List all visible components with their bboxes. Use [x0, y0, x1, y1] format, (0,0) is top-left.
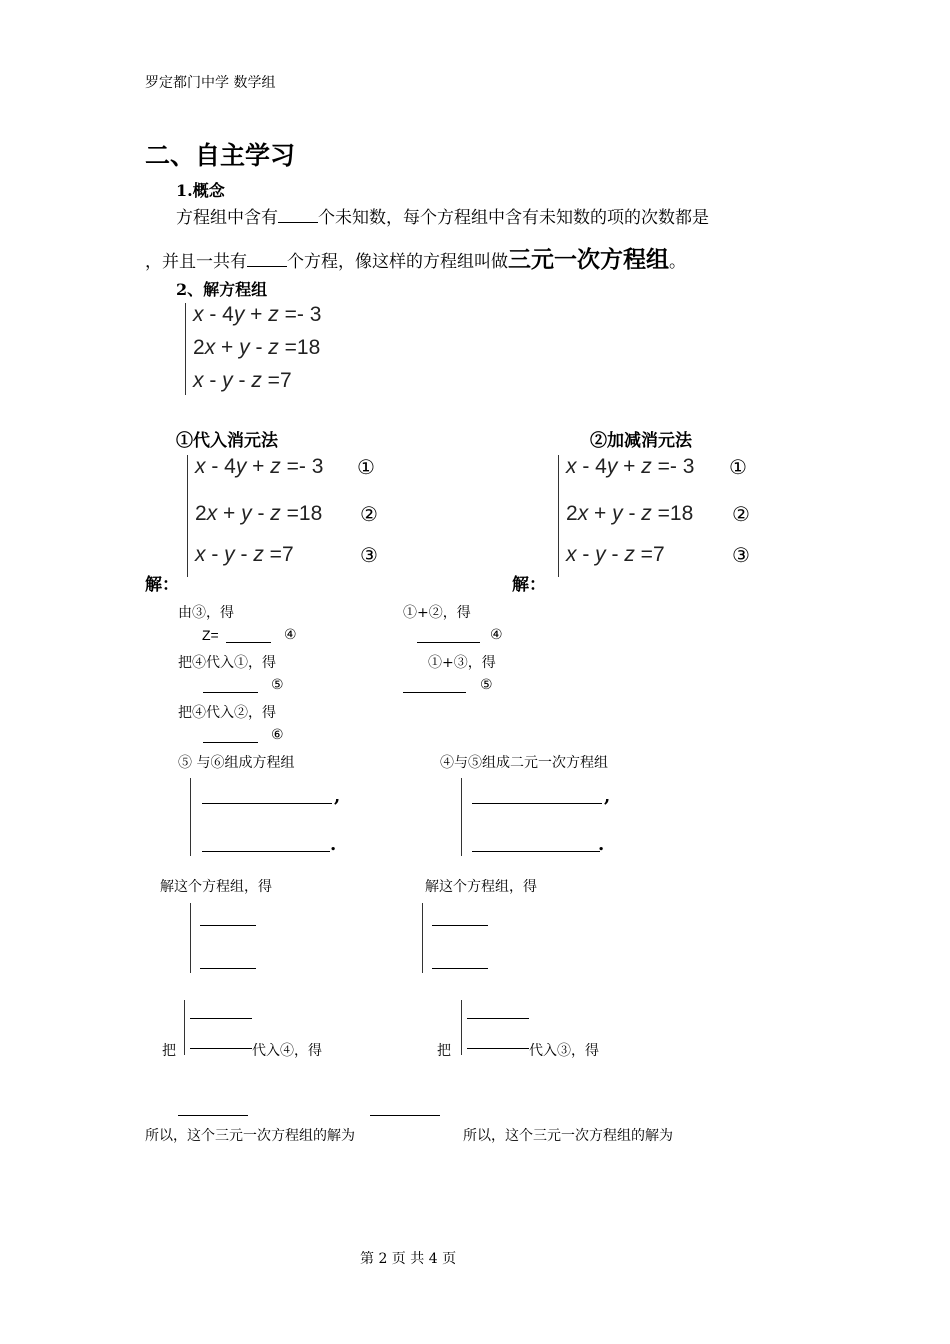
left-brace — [461, 778, 462, 856]
step-text: 解这个方程组，得 — [160, 879, 272, 895]
equation-mark: ④ — [284, 627, 297, 643]
equation-mark: ④ — [490, 627, 503, 643]
answer-blank[interactable] — [432, 953, 488, 969]
solution-label: 解： — [512, 575, 546, 595]
step-text: 把④代入②，得 — [178, 705, 276, 721]
left-brace — [187, 455, 188, 577]
answer-blank[interactable] — [190, 1033, 252, 1049]
step-text: 把④代入①，得 — [178, 655, 276, 671]
answer-blank[interactable] — [203, 727, 258, 743]
step-text: ④与⑤组成二元一次方程组 — [440, 755, 608, 771]
concept-text: 个方程，像这样的方程组叫做 — [287, 252, 508, 272]
equation-1: x - 4y + z =- 3 — [195, 455, 324, 478]
left-brace — [190, 778, 191, 856]
section-title: 二、自主学习 — [145, 141, 296, 170]
answer-blank[interactable] — [202, 836, 330, 852]
equation-3: x - y - z =7 — [566, 543, 665, 566]
equation-1: x - 4y + z =- 3 — [193, 303, 322, 326]
label-2: ② — [360, 502, 378, 526]
concept-heading: 1.概念 — [176, 181, 225, 200]
equation-2: 2x + y - z =18 — [566, 502, 694, 525]
concept-text: 个未知数，每个方程组中含有未知数的项的次数都是 — [318, 208, 709, 228]
step-text: 代入③，得 — [529, 1043, 599, 1059]
step-text: ①+②，得 — [403, 605, 471, 621]
page-footer: 第 2 页 共 4 页 — [360, 1251, 457, 1267]
step-text: ⑤ 与⑥组成方程组 — [178, 755, 295, 771]
concept-line-2 — [145, 241, 686, 274]
equation-mark: ⑤ — [271, 677, 284, 693]
concept-text: 方程组中含有 — [176, 208, 278, 228]
header-text: 罗定都门中学 数学组 — [145, 75, 276, 91]
left-brace — [185, 303, 186, 395]
answer-blank[interactable] — [200, 953, 256, 969]
label-2: ② — [732, 502, 750, 526]
answer-blank[interactable] — [467, 1033, 529, 1049]
equation-2: 2x + y - z =18 — [193, 336, 321, 359]
conclusion-text: 所以，这个三元一次方程组的解为 — [145, 1128, 355, 1144]
step-text: 把 — [437, 1043, 451, 1059]
left-brace — [558, 455, 559, 577]
method2-title: ②加减消元法 — [590, 431, 692, 451]
answer-blank[interactable] — [403, 677, 466, 693]
answer-blank[interactable] — [226, 627, 271, 643]
equation-3: x - y - z =7 — [195, 543, 294, 566]
label-1: ① — [729, 455, 747, 479]
answer-blank[interactable] — [472, 788, 602, 804]
solve-heading: 2、解方程组 — [176, 280, 268, 299]
concept-line-1 — [176, 203, 709, 228]
punctuation: , — [604, 786, 611, 807]
equation-mark: ⑥ — [271, 727, 284, 743]
equation-mark: ⑤ — [480, 677, 493, 693]
concept-text: ，并且一共有 — [145, 252, 247, 272]
left-brace — [184, 1000, 185, 1055]
step-text: ①+③，得 — [428, 655, 496, 671]
answer-blank[interactable] — [417, 627, 480, 643]
equation-3: x - y - z =7 — [193, 369, 292, 392]
punctuation: , — [334, 786, 341, 807]
answer-blank[interactable] — [200, 910, 256, 926]
answer-blank[interactable] — [203, 677, 258, 693]
step-text: 解这个方程组，得 — [425, 879, 537, 895]
conclusion-text: 所以，这个三元一次方程组的解为 — [463, 1128, 673, 1144]
label-3: ③ — [732, 543, 750, 567]
answer-blank[interactable] — [472, 836, 600, 852]
fill-blank[interactable] — [247, 266, 287, 267]
punctuation: . — [598, 834, 605, 855]
label-1: ① — [357, 455, 375, 479]
left-brace — [190, 903, 191, 973]
solution-label: 解： — [145, 575, 179, 595]
step-text: Z= — [202, 627, 219, 643]
answer-blank[interactable] — [467, 1003, 529, 1019]
concept-text: 。 — [669, 252, 686, 272]
fill-blank[interactable] — [278, 222, 318, 223]
answer-blank[interactable] — [432, 910, 488, 926]
left-brace — [461, 1000, 462, 1055]
left-brace — [422, 903, 423, 973]
equation-2: 2x + y - z =18 — [195, 502, 323, 525]
label-3: ③ — [360, 543, 378, 567]
key-term: 三元一次方程组 — [508, 246, 669, 273]
answer-blank[interactable] — [190, 1003, 252, 1019]
method1-title: ①代入消元法 — [176, 431, 278, 451]
step-text: 由③，得 — [178, 605, 234, 621]
step-text: 把 — [162, 1043, 176, 1059]
equation-1: x - 4y + z =- 3 — [566, 455, 695, 478]
answer-blank[interactable] — [202, 788, 332, 804]
answer-blank[interactable] — [370, 1100, 440, 1116]
punctuation: . — [330, 834, 337, 855]
step-text: 代入④，得 — [252, 1043, 322, 1059]
answer-blank[interactable] — [178, 1100, 248, 1116]
